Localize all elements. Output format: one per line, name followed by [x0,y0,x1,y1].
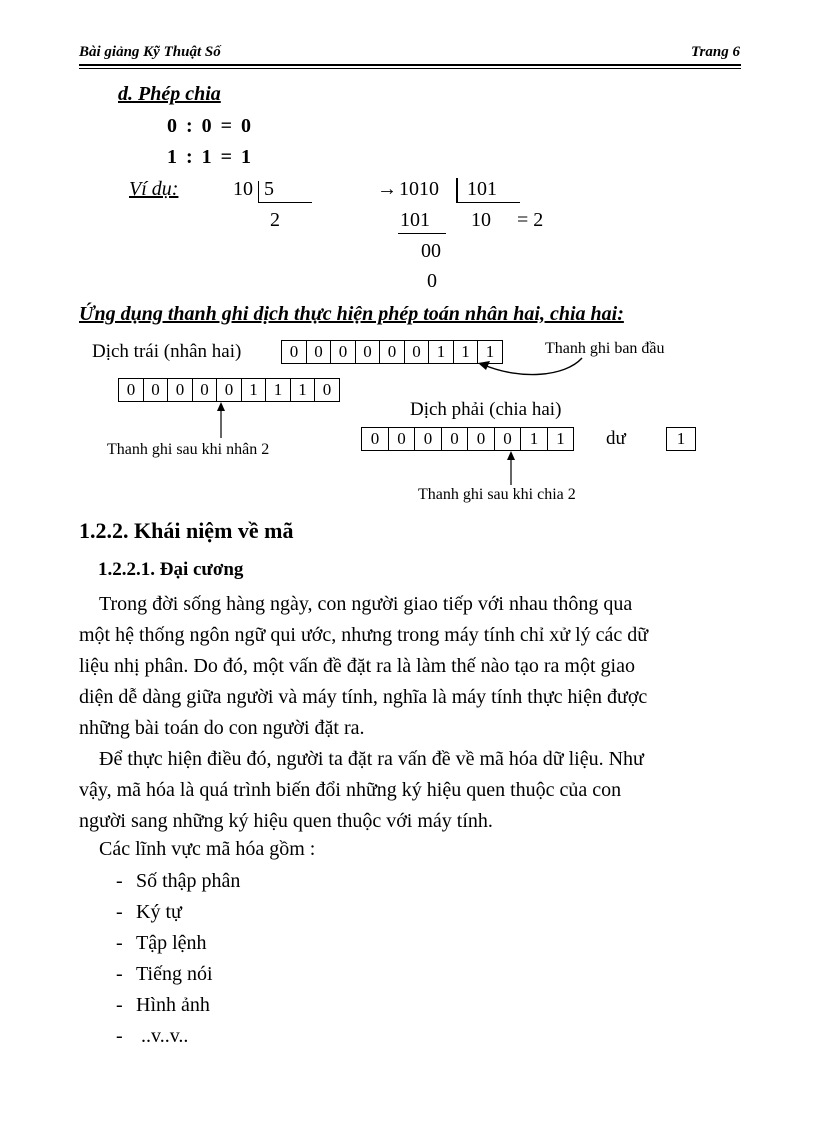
paragraph-1-line: diện dễ dàng giữa người và máy tính, nghĩa là máy tính thực hiện được [79,686,648,708]
paragraph-1-line: Trong đời sống hàng ngày, con người giao tiếp với nhau thông qua [99,593,633,615]
shift-right-label: Dịch phải (chia hai) [410,399,562,420]
paragraph-1-line: một hệ thống ngôn ngữ qui ước, nhưng trong máy tính chỉ xử lý các dữ [79,624,649,646]
decimal-division-bar [258,181,259,203]
initial-register-bit: 1 [454,341,478,363]
initial-register-bit: 0 [356,341,380,363]
initial-register-bit: 0 [282,341,307,363]
binary-remainder-final: 0 [427,270,437,292]
initial-register-bit: 0 [405,341,429,363]
division-heading: d. Phép chia [118,83,221,105]
paragraph-1-line: những bài toán do con người đặt ra. [79,717,365,739]
section-title: 1.2.2. Khái niệm về mã [79,518,294,543]
initial-register-bit: 1 [485,342,495,361]
after-multiply-label: Thanh ghi sau khi nhân 2 [107,441,270,458]
paragraph-1-line: liệu nhị phân. Do đó, một vấn đề đặt ra là làm thế nào tạo ra một giao [79,655,635,677]
after-multiply-bit: 1 [291,379,315,401]
after-multiply-register [118,378,340,402]
after-multiply-bit: 0 [168,379,193,401]
after-divide-bit: 0 [362,428,389,450]
list-intro: Các lĩnh vực mã hóa gồm : [99,838,316,860]
after-divide-bit: 0 [495,428,521,450]
after-divide-bit: 1 [556,429,565,448]
decimal-quotient: 2 [270,209,280,231]
decimal-divisor-underline [258,202,312,203]
after-divide-bit: 0 [415,428,442,450]
header-rule-thick [79,64,741,66]
after-divide-bit: 1 [521,428,548,450]
after-multiply-bit: 0 [217,379,242,401]
example-label: Ví dụ: [129,178,179,200]
list-item: ..v..v.. [141,1025,189,1047]
header-title: Bài giảng Kỹ Thuật Số [79,44,221,60]
after-multiply-bit: 0 [144,379,168,401]
paragraph-2 [79,744,741,837]
remainder-box [666,427,696,451]
list-item: Tập lệnh [136,932,207,954]
list-bullet: - [116,994,123,1016]
initial-register-bit: 0 [307,341,331,363]
up-arrow-icon [214,402,228,438]
list-bullet: - [116,932,123,954]
initial-register-label: Thanh ghi ban đầu [545,340,665,357]
initial-register-bit: 1 [429,341,454,363]
division-rule-1: 0 : 0 = 0 [167,115,254,137]
decimal-dividend: 10 [233,178,253,200]
after-divide-bit: 0 [442,428,468,450]
list-item: Số thập phân [136,870,241,892]
binary-quotient: 10 [471,209,491,231]
list-bullet: - [116,1025,123,1047]
paragraph-2-line: Để thực hiện điều đó, người ta đặt ra vấn đề về mã hóa dữ liệu. Như [99,748,644,770]
list-bullet: - [116,963,123,985]
after-divide-bit: 0 [468,428,495,450]
remainder-label: dư [606,428,626,449]
binary-subtract-step: 101 [400,209,430,231]
decimal-divisor: 5 [264,178,274,200]
after-multiply-bit: 0 [322,380,332,399]
curved-arrow-icon [470,355,590,385]
arrow-symbol: → [377,178,397,200]
binary-subtract-line [398,233,446,234]
after-divide-bit: 0 [389,428,415,450]
list-bullet: - [116,901,123,923]
division-rule-2: 1 : 1 = 1 [167,146,254,168]
after-multiply-bit: 1 [242,379,266,401]
paragraph-2-line: người sang những ký hiệu quen thuộc với máy tính. [79,810,493,832]
after-multiply-bit: 0 [193,379,217,401]
list-item: Tiếng nói [136,963,213,985]
section-subtitle: 1.2.2.1. Đại cương [98,559,244,580]
binary-remainder-step: 00 [421,240,441,262]
binary-division-bar [456,178,458,203]
after-divide-label: Thanh ghi sau khi chia 2 [418,486,576,503]
shift-left-label: Dịch trái (nhân hai) [92,341,242,362]
binary-divisor-underline [456,202,520,203]
binary-dividend: 1010 [399,178,439,200]
header-rule-thin [79,68,741,69]
after-multiply-bit: 0 [119,379,144,401]
remainder-value: 1 [676,429,686,448]
list-item: Ký tự [136,901,182,923]
up-arrow-icon [504,451,518,485]
application-heading: Ứng dụng thanh ghi dịch thực hiện phép toán nhân hai, chia hai: [79,303,624,325]
binary-quotient-decimal: = 2 [517,209,544,231]
paragraph-1 [79,589,741,744]
after-divide-register [361,427,574,451]
initial-register-bit: 0 [331,341,356,363]
initial-register-bit: 0 [380,341,405,363]
after-multiply-bit: 1 [266,379,291,401]
binary-divisor: 101 [467,178,497,200]
paragraph-2-line: vậy, mã hóa là quá trình biến đổi những ký hiệu quen thuộc của con [79,779,622,801]
list-bullet: - [116,870,123,892]
list-item: Hình ảnh [136,994,210,1016]
header-page-number: Trang 6 [690,44,740,60]
